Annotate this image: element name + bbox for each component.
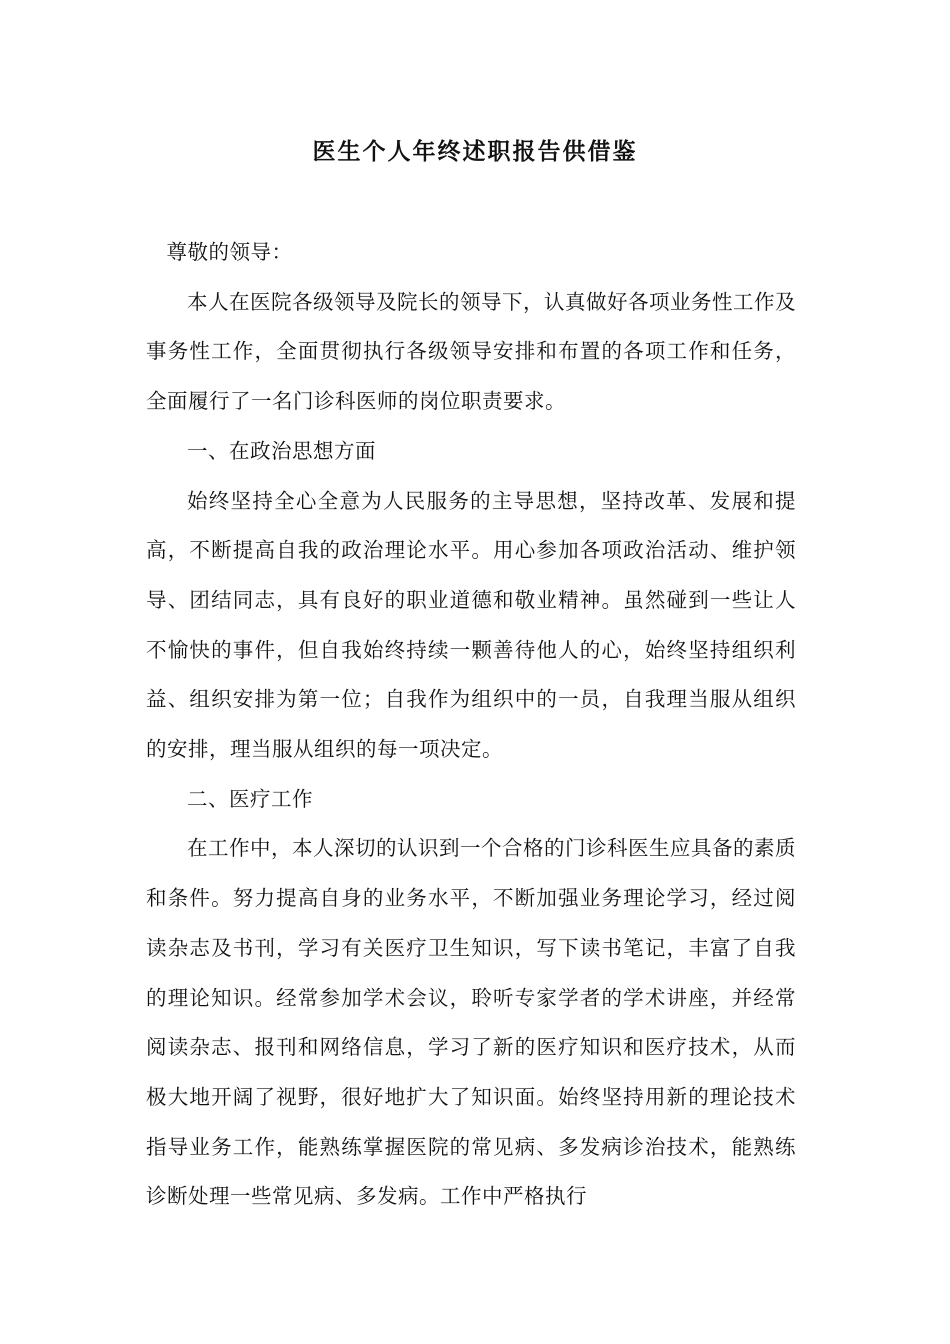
paragraph-intro: 本人在医院各级领导及院长的领导下，认真做好各项业务性工作及事务性工作，全面贯彻执行各级领导安排和布置的各项工作和任务，全面履行了一名门诊科医师的岗位职责要求。: [146, 289, 796, 414]
document-title: 医生个人年终述职报告供借鉴: [312, 138, 638, 165]
paragraph-medical: 在工作中，本人深切的认识到一个合格的门诊科医生应具备的素质和条件。努力提高自身的业务水平，不断加强业务理论学习，经过阅读杂志及书刊，学习有关医疗卫生知识，写下读书笔记，丰富了自我的理论知识。经常参加学术会议，聆听专家学者的学术讲座，并经常阅读杂志、报刊和网络信息，学习了新的医疗知识和医疗技术，从而极大地开阔了视野，很好地扩大了知识面。始终坚持用新的理论技术指导业务工作，能熟练掌握医院的常见病、多发病诊治技术，能熟练诊断处理一些常见病、多发病。工作中严格执行: [146, 836, 796, 1209]
section-heading-political: 一、在政治思想方面: [187, 438, 376, 463]
paragraph-political: 始终坚持全心全意为人民服务的主导思想，坚持改革、发展和提高，不断提高自我的政治理论水平。用心参加各项政治活动、维护领导、团结同志，具有良好的职业道德和敬业精神。虽然碰到一些让人不愉快的事件，但自我始终持续一颗善待他人的心，始终坚持组织利益、组织安排为第一位；自我作为组织中的一员，自我理当服从组织的安排，理当服从组织的每一项决定。: [146, 488, 796, 762]
section-heading-medical: 二、医疗工作: [187, 786, 313, 811]
salutation: 尊敬的领导：: [166, 240, 293, 264]
document-body: [146, 228, 796, 1222]
